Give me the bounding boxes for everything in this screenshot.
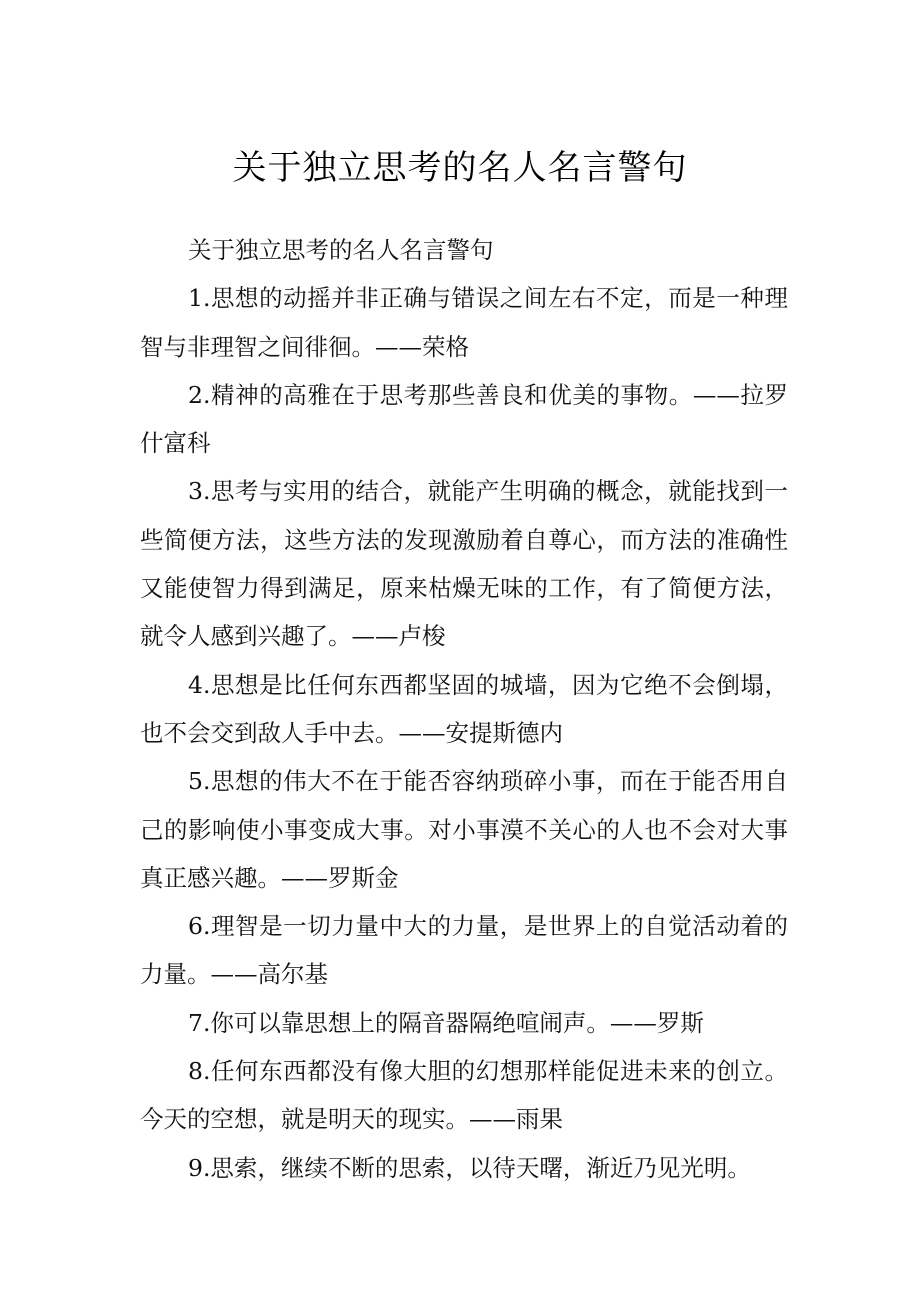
quote-9: 9.思索，继续不断的思索，以待天曙，渐近乃见光明。	[188, 1153, 751, 1182]
quote-6: 6.理智是一切力量中大的力量，是世界上的自觉活动着的力量。——高尔基	[140, 912, 788, 989]
document-title: 关于独立思考的名人名言警句	[232, 148, 688, 188]
intro-paragraph: 关于独立思考的名人名言警句	[188, 236, 494, 264]
quote-1: 1.思想的动摇并非正确与错误之间左右不定，而是一种理智与非理智之间徘徊。——荣格	[140, 284, 788, 361]
quote-2: 2.精神的高雅在于思考那些善良和优美的事物。——拉罗什富科	[140, 380, 788, 458]
quote-8: 8.任何东西都没有像大胆的幻想那样能促进未来的创立。今天的空想，就是明天的现实。——雨果	[140, 1057, 788, 1134]
quote-3: 3.思考与实用的结合，就能产生明确的概念，就能找到一些简便方法，这些方法的发现激励着自尊心，而方法的准确性又能使智力得到满足，原来枯燥无味的工作，有了简便方法，就令人感到兴趣了。——卢梭	[140, 477, 788, 651]
quote-7: 7.你可以靠思想上的隔音器隔绝喧闹声。——罗斯	[188, 1008, 704, 1037]
quote-4: 4.思想是比任何东西都坚固的城墙，因为它绝不会倒塌，也不会交到敌人手中去。——安提斯德内	[140, 670, 788, 747]
document-body	[140, 226, 788, 1192]
quote-5: 5.思想的伟大不在于能否容纳琐碎小事，而在于能否用自己的影响使小事变成大事。对小事漠不关心的人也不会对大事真正感兴趣。——罗斯金	[140, 767, 788, 892]
